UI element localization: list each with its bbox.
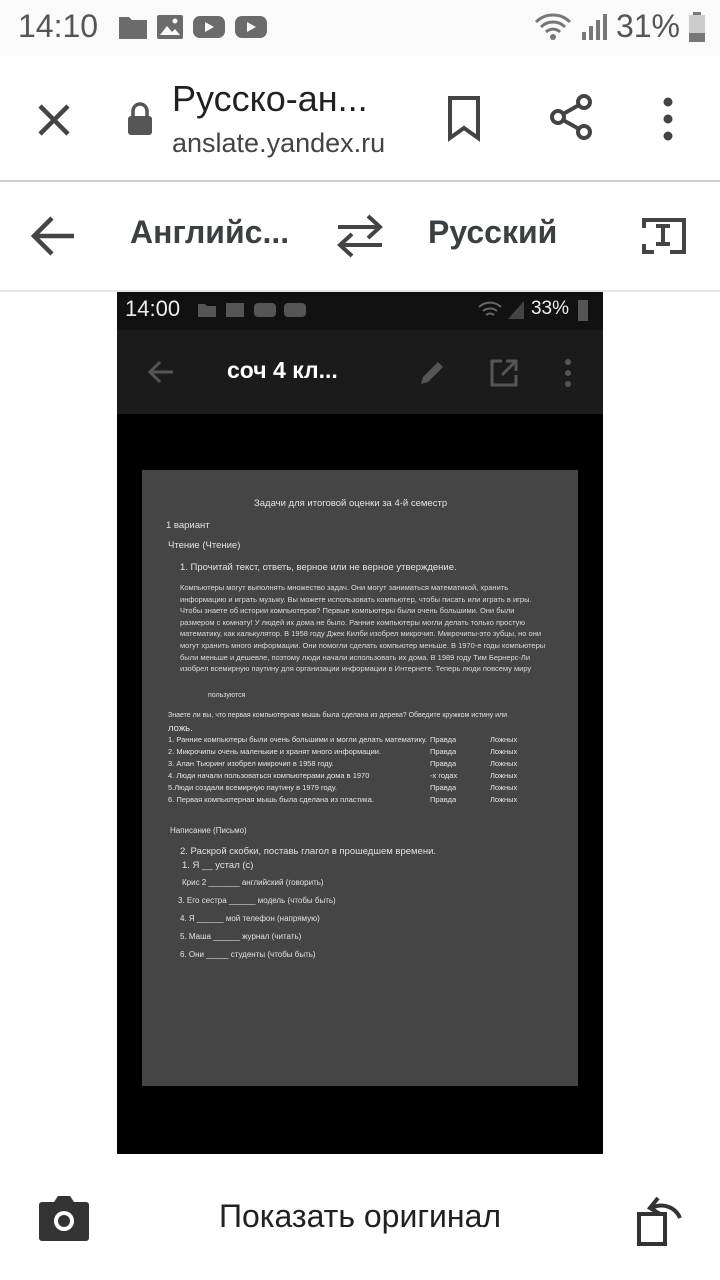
source-language[interactable]: Английс...	[130, 214, 290, 250]
swap-languages-icon[interactable]	[334, 214, 386, 258]
wifi-icon	[477, 300, 503, 320]
statement-false: Ложных	[490, 771, 518, 780]
screenshot-status-bar	[117, 292, 603, 330]
statement-row	[168, 783, 528, 795]
writing-item: 4. Я ______ мой телефон (напрямую)	[180, 914, 320, 923]
translated-screenshot[interactable]	[117, 292, 603, 1154]
youtube-icon	[253, 302, 277, 318]
more-vert-icon	[561, 358, 575, 388]
browser-toolbar	[0, 56, 720, 180]
statement-false: Ложных	[490, 795, 518, 804]
more-vert-icon[interactable]	[650, 94, 686, 144]
statement-false: Ложных	[490, 747, 518, 756]
document-page	[142, 470, 578, 1086]
battery-icon	[577, 298, 589, 322]
screenshot-doc-title: соч 4 кл...	[227, 357, 338, 383]
back-arrow-icon[interactable]	[30, 214, 78, 258]
youtube-icon	[283, 302, 307, 318]
pencil-icon	[417, 358, 447, 388]
doc-question-intro: Знаете ли вы, что первая компьютерная мышь была сделана из дерева? Обведите кружком истину или	[168, 712, 508, 719]
battery-percent: 31%	[615, 8, 680, 44]
doc-task1: 1. Прочитай текст, ответь, верное или не верное утверждение.	[180, 562, 457, 573]
doc-variant: 1 вариант	[166, 520, 210, 531]
status-bar	[0, 0, 720, 56]
translate-language-bar	[0, 182, 720, 290]
statement-text: 3. Алан Тьюринг изобрел микрочип в 1958 году.	[168, 759, 334, 768]
statement-false: Ложных	[490, 735, 518, 744]
writing-item: Крис 2 _______ английский (говорить)	[182, 878, 324, 887]
doc-section-reading: Чтение (Чтение)	[168, 540, 241, 551]
doc-task2: 2. Раскрой скобки, поставь глагол в прошедшем времени.	[180, 846, 437, 857]
statement-false: Ложных	[490, 759, 518, 768]
statement-text: 6. Первая компьютерная мышь была сделана из пластика.	[168, 795, 374, 804]
battery-icon	[688, 11, 706, 43]
statement-text: 5.Люди создали всемирную паутину в 1979 году.	[168, 783, 337, 792]
statement-row	[168, 771, 528, 783]
statement-true: Правда	[430, 747, 457, 756]
doc-paragraph: Компьютеры могут выполнять множество задач. Они могут заниматься математикой, хранить информацию и играть музыку. Вы можете использовать компьютер, чтобы писать или играть в игры. Чтобы знаете об истории компьютеров? Первые компьютеры были очень большими. Они были размером с комнату! У людей их дома не было. Ранние компьютеры могли делать только простую математику, как калькулятор. В 1958 году Джек Килби изобрел микрочип. Микрочипы-это зубцы, но они могут хранить много информации. Они помогли сделать компьютер меньше. В 1970-е годы компьютеры были меньше и дешевле, поэтому люди начали использовать их дома. В 1989 году Тим Бернерс-Ли изобрел всемирную паутину для организации информации в Интернете. Теперь люди повсему миру	[180, 583, 546, 674]
lock-icon	[126, 102, 154, 136]
text-mode-icon[interactable]	[640, 216, 688, 256]
page-title[interactable]: Русско-ан...	[172, 78, 368, 119]
writing-item: 6. Они _____ студенты (чтобы быть)	[180, 950, 316, 959]
statement-true: Правда	[430, 735, 457, 744]
doc-heading: Задачи для итоговой оценки за 4-й семестр	[254, 498, 448, 509]
back-arrow-icon	[147, 358, 175, 386]
statement-true: -х годах	[430, 771, 458, 780]
image-icon	[156, 14, 184, 40]
screenshot-battery: 33%	[530, 298, 569, 319]
screenshot-app-bar	[117, 330, 603, 414]
youtube-icon	[234, 14, 268, 40]
folder-icon	[118, 14, 148, 40]
image-icon	[225, 302, 245, 318]
doc-section-writing: Написание (Письмо)	[170, 826, 247, 835]
statement-row	[168, 735, 528, 747]
signal-icon	[507, 300, 525, 320]
youtube-icon	[192, 14, 226, 40]
statement-text: 4. Люди начали пользоваться компьютерами дома в 1970	[168, 771, 370, 780]
writing-item: 1. Я __ устал (с)	[182, 860, 254, 871]
statement-row	[168, 795, 528, 807]
statement-text: 2. Микрочипы очень маленькие и хранят много информации.	[168, 747, 382, 756]
doc-question-intro-end: ложь.	[168, 723, 193, 734]
notification-icons	[118, 14, 268, 40]
statement-true: Правда	[430, 795, 457, 804]
doc-paragraph-end: пользуются	[208, 692, 246, 699]
close-icon[interactable]	[30, 96, 78, 144]
statement-text: 1. Ранние компьютеры были очень большими и могли делать математику.	[168, 735, 427, 744]
wifi-icon	[534, 12, 572, 42]
folder-icon	[197, 302, 217, 318]
bottom-toolbar	[0, 1170, 720, 1280]
screenshot-time: 14:00	[125, 296, 181, 321]
target-language[interactable]: Русский	[428, 214, 558, 250]
system-icons	[534, 8, 706, 45]
rotate-icon[interactable]	[636, 1192, 688, 1246]
bookmark-icon[interactable]	[440, 94, 488, 142]
statement-false: Ложных	[490, 783, 518, 792]
share-icon[interactable]	[546, 92, 596, 142]
statement-true: Правда	[430, 759, 457, 768]
signal-icon	[580, 12, 608, 42]
status-time: 14:10	[18, 8, 99, 44]
statement-true: Правда	[430, 783, 457, 792]
show-original-button[interactable]: Показать оригинал	[218, 1198, 502, 1234]
page-url[interactable]: anslate.yandex.ru	[172, 128, 386, 158]
open-external-icon	[489, 358, 519, 388]
writing-item: 3. Его сестра ______ модель (чтобы быть)	[178, 896, 336, 905]
statement-row	[168, 759, 528, 771]
writing-item: 5. Маша ______ журнал (читать)	[180, 932, 302, 941]
translated-image-area	[0, 292, 720, 1170]
statement-row	[168, 747, 528, 759]
